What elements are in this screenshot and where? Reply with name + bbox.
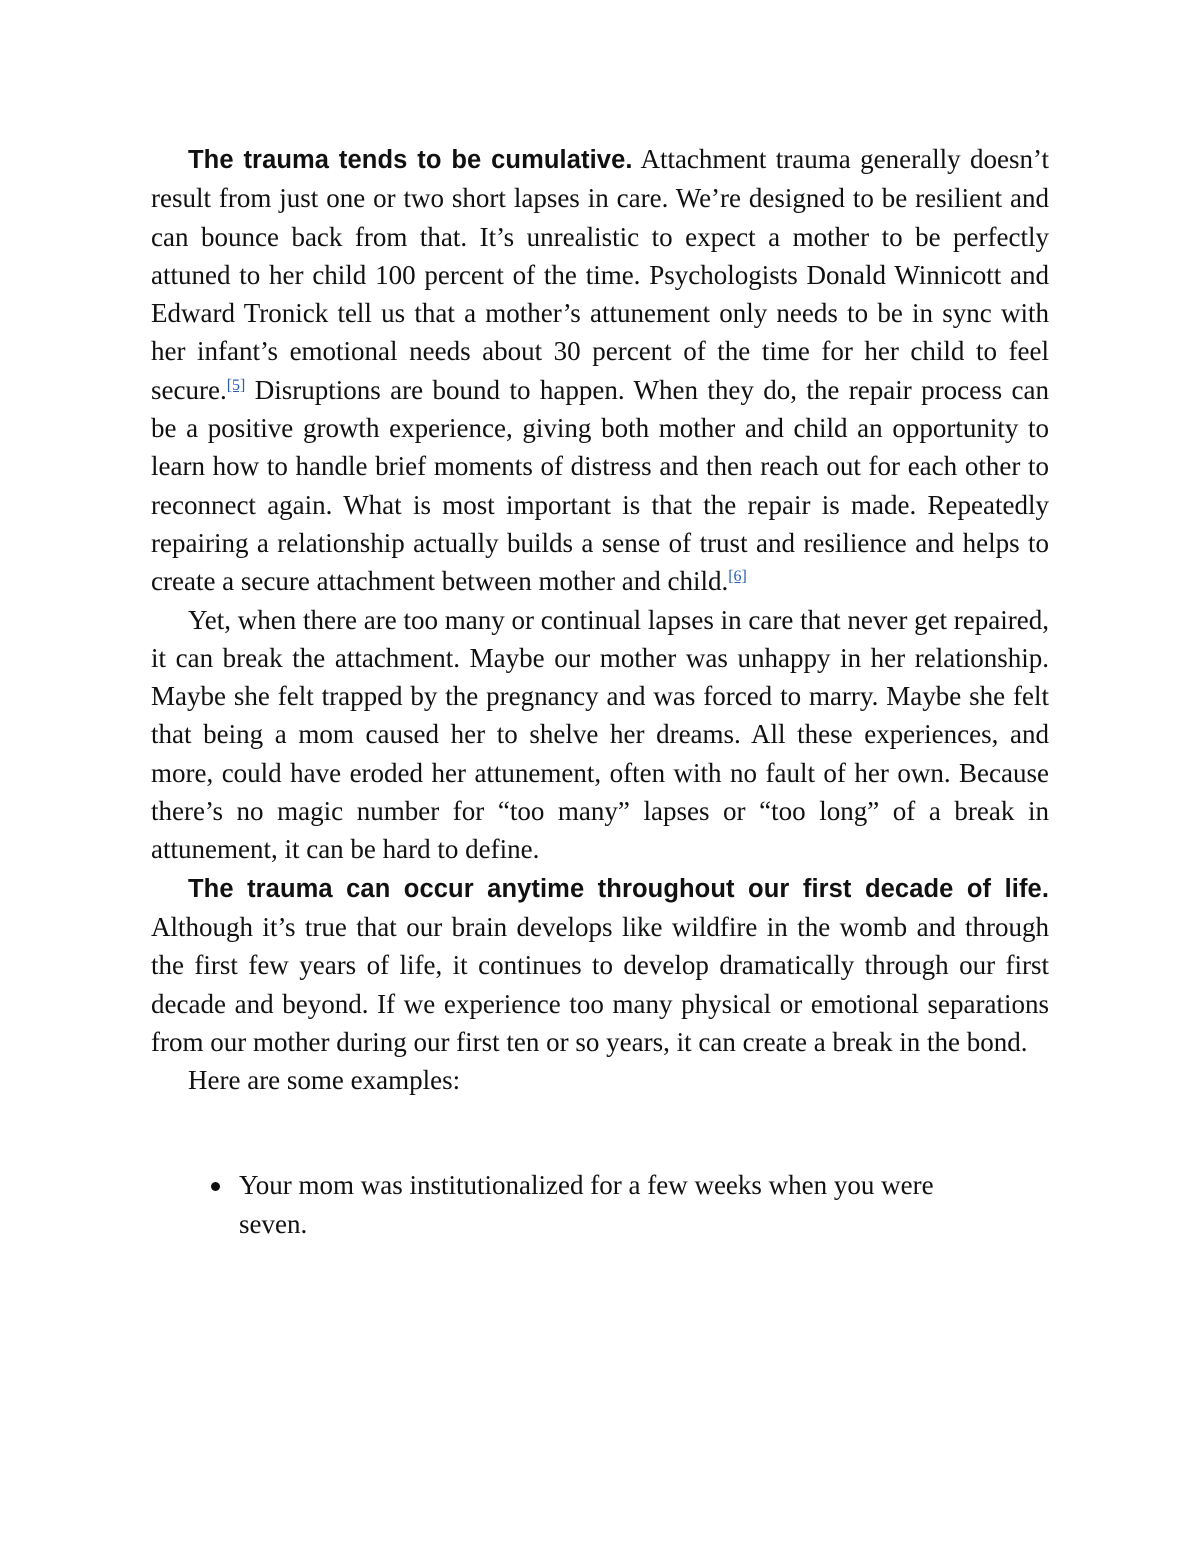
paragraph-lead-heading: The trauma can occur anytime throughout our first decade of life. (188, 874, 1049, 903)
paragraph-continual-lapses (151, 601, 1049, 869)
paragraph-text: Here are some examples: (188, 1065, 461, 1096)
footnote-link-5[interactable]: [5] (226, 376, 246, 394)
paragraph-lead-heading: The trauma tends to be cumulative. (188, 146, 633, 174)
paragraph-text: Yet, when there are too many or continual lapses in care that never get repaired, it can break the attachment. Maybe our mother was unhappy in her relationship. Maybe she felt trapped by the pregnancy and was forced to marry. Maybe she felt that being a mom caused her to shelve her dreams. All these experiences, and more, could have eroded her attunement, often with no fault of her own. Because there’s no magic number for “too many” lapses or “too long” of a break in attunement, it can be hard to define. (151, 604, 1049, 865)
paragraph-examples-intro (151, 1061, 1049, 1099)
examples-list (151, 1166, 1049, 1243)
paragraph-text: Disruptions are bound to happen. When they do, the repair process can be a positive growth experience, giving both mother and child an opportunity to learn how to handle brief moments of distress and then reach out for each other to reconnect again. What is most important is that the repair is made. Repeatedly repairing a relationship actually builds a sense of trust and resilience and helps to create a secure attachment between mother and child. (151, 374, 1049, 597)
document-page (151, 140, 1049, 1243)
paragraph-text: Attachment trauma generally doesn’t result from just one or two short lapses in care. We’re designed to be resilient and can bounce back from that. It’s unrealistic to expect a mother to be perfectly attuned to her child 100 percent of the time. Psychologists Donald Winnicott and Edward Tronick tell us that a mother’s attunement only needs to be in sync with her infant’s emotional needs about 30 percent of the time for her child to feel secure. (151, 144, 1049, 405)
paragraph-first-decade (151, 869, 1049, 1061)
list-item (151, 1166, 999, 1243)
list-item-text: Your mom was institutionalized for a few weeks when you were seven. (239, 1170, 934, 1239)
paragraph-cumulative-trauma (151, 140, 1049, 601)
footnote-link-6[interactable]: [6] (728, 568, 747, 586)
bullet-icon (211, 1182, 220, 1191)
paragraph-text: Although it’s true that our brain develops like wildfire in the womb and through the first few years of life, it continues to develop dramatically through our first decade and beyond. If we experience too many physical or emotional separations from our mother during our first ten or so years, it can create a break in the bond. (151, 911, 1049, 1057)
